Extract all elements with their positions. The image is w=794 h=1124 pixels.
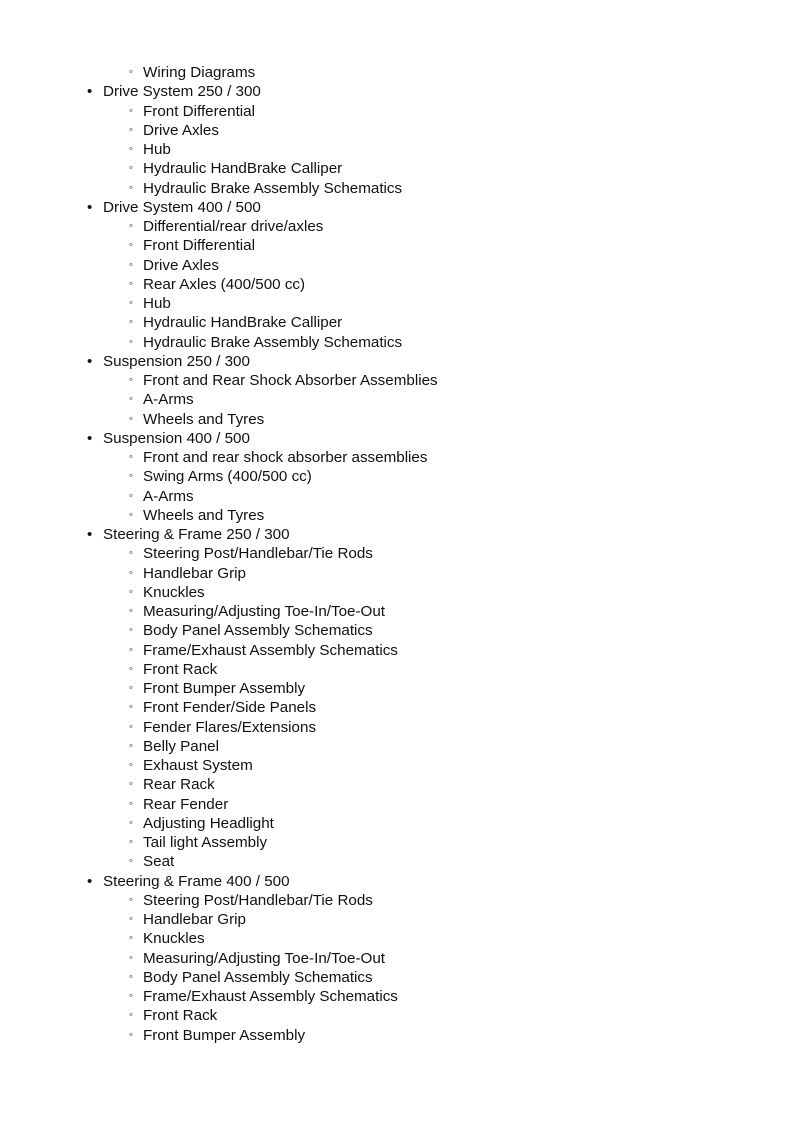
subsection-item <box>0 718 794 737</box>
subsection-item <box>0 1006 794 1025</box>
subsection-item <box>0 775 794 794</box>
hollow-bullet-icon: ◦ <box>129 682 133 694</box>
subsection-item <box>0 217 794 236</box>
subsection-label: Knuckles <box>143 583 205 601</box>
subsection-label: Frame/Exhaust Assembly Schematics <box>143 988 398 1005</box>
subsection-label: Hydraulic Brake Assembly Schematics <box>143 179 403 197</box>
hollow-bullet-icon: ◦ <box>129 489 133 502</box>
hollow-bullet-icon: ◦ <box>129 932 133 945</box>
subsection-label: Front Rack <box>143 1007 218 1025</box>
subsection-item <box>0 641 794 660</box>
subsection-item <box>0 275 794 294</box>
subsection-item <box>0 891 794 910</box>
subsection-item <box>0 987 794 1006</box>
subsection-item <box>0 1026 794 1045</box>
subsection-label: Knuckles <box>143 930 205 948</box>
subsection-label: Wheels and Tyres <box>143 506 265 524</box>
subsection-label: Drive Axles <box>143 256 219 274</box>
hollow-bullet-icon: ◦ <box>129 123 133 136</box>
section-item <box>0 82 794 101</box>
subsection-label: Belly Panel <box>143 737 219 755</box>
subsection-label: Differential/rear drive/axles <box>143 218 324 235</box>
bullet-icon: • <box>87 429 93 447</box>
subsection-label: Front and Rear Shock Absorber Assemblies <box>143 372 438 389</box>
subsection-label: Seat <box>143 853 175 871</box>
subsection-item <box>0 756 794 775</box>
subsection-label: Rear Fender <box>143 795 229 813</box>
subsection-label: Handlebar Grip <box>143 911 246 928</box>
hollow-bullet-icon: ◦ <box>129 662 133 675</box>
hollow-bullet-icon: ◦ <box>129 951 133 964</box>
subsection-label: Frame/Exhaust Assembly Schematics <box>143 641 398 659</box>
hollow-bullet-icon: ◦ <box>129 855 133 868</box>
subsection-item <box>0 698 794 717</box>
subsection-item <box>0 737 794 756</box>
subsection-item <box>0 63 794 82</box>
subsection-item <box>0 294 794 313</box>
subsection-item <box>0 506 794 525</box>
hollow-bullet-icon: ◦ <box>129 316 133 329</box>
subsection-item <box>0 448 794 467</box>
hollow-bullet-icon: ◦ <box>129 143 133 155</box>
hollow-bullet-icon: ◦ <box>129 547 133 560</box>
subsection-item <box>0 852 794 871</box>
subsection-label: Tail light Assembly <box>143 834 268 851</box>
subsection-item <box>0 679 794 698</box>
section-label: Drive System 400 / 500 <box>103 198 261 216</box>
subsection-item <box>0 256 794 275</box>
hollow-bullet-icon: ◦ <box>129 239 133 252</box>
hollow-bullet-icon: ◦ <box>129 374 133 386</box>
subsection-item <box>0 487 794 506</box>
hollow-bullet-icon: ◦ <box>129 451 133 463</box>
subsection-label: Rear Rack <box>143 776 215 794</box>
subsection-label: Front Differential <box>143 237 255 255</box>
hollow-bullet-icon: ◦ <box>129 605 133 617</box>
subsection-label: Fender Flares/Extensions <box>143 718 317 736</box>
subsection-item <box>0 564 794 583</box>
subsection-label: Handlebar Grip <box>143 564 246 582</box>
subsection-label: Steering Post/Handlebar/Tie Rods <box>143 891 373 909</box>
subsection-item <box>0 910 794 929</box>
subsection-label: Rear Axles (400/500 cc) <box>143 275 306 293</box>
subsection-item <box>0 795 794 814</box>
hollow-bullet-icon: ◦ <box>129 836 133 848</box>
hollow-bullet-icon: ◦ <box>129 1028 133 1041</box>
hollow-bullet-icon: ◦ <box>129 297 133 309</box>
subsection-label: Front Bumper Assembly <box>143 1026 306 1044</box>
subsection-label: Measuring/Adjusting Toe-In/Toe-Out <box>143 603 386 620</box>
subsection-label: Hydraulic HandBrake Calliper <box>143 160 343 178</box>
subsection-label: Hydraulic Brake Assembly Schematics <box>143 333 403 351</box>
subsection-label: Front Bumper Assembly <box>143 680 306 697</box>
subsection-label: Steering Post/Handlebar/Tie Rods <box>143 545 373 563</box>
subsection-label: Measuring/Adjusting Toe-In/Toe-Out <box>143 949 386 967</box>
subsection-item <box>0 121 794 140</box>
subsection-item <box>0 390 794 409</box>
bullet-icon: • <box>87 83 93 101</box>
hollow-bullet-icon: ◦ <box>129 759 133 771</box>
hollow-bullet-icon: ◦ <box>129 701 133 714</box>
contents-outline <box>0 63 794 1045</box>
section-item <box>0 429 794 448</box>
subsection-label: Front Differential <box>143 102 255 120</box>
bullet-icon: • <box>87 872 93 890</box>
hollow-bullet-icon: ◦ <box>129 470 133 483</box>
subsection-label: Front Fender/Side Panels <box>143 699 317 717</box>
hollow-bullet-icon: ◦ <box>129 277 133 290</box>
subsection-label: Exhaust System <box>143 757 253 774</box>
subsection-item <box>0 833 794 852</box>
hollow-bullet-icon: ◦ <box>129 816 133 829</box>
subsection-label: Hub <box>143 141 171 158</box>
subsection-item <box>0 929 794 948</box>
subsection-item <box>0 333 794 352</box>
subsection-item <box>0 410 794 429</box>
hollow-bullet-icon: ◦ <box>129 990 133 1002</box>
hollow-bullet-icon: ◦ <box>129 624 133 637</box>
hollow-bullet-icon: ◦ <box>129 181 133 194</box>
subsection-label: Adjusting Headlight <box>143 814 274 832</box>
hollow-bullet-icon: ◦ <box>129 393 133 406</box>
subsection-item <box>0 159 794 178</box>
hollow-bullet-icon: ◦ <box>129 66 133 78</box>
hollow-bullet-icon: ◦ <box>129 720 133 733</box>
subsection-item <box>0 371 794 390</box>
hollow-bullet-icon: ◦ <box>129 258 133 271</box>
subsection-item <box>0 236 794 255</box>
subsection-item <box>0 467 794 486</box>
subsection-item <box>0 140 794 159</box>
section-label: Steering & Frame 400 / 500 <box>103 872 290 890</box>
subsection-item <box>0 544 794 563</box>
subsection-label: Front Rack <box>143 660 218 678</box>
hollow-bullet-icon: ◦ <box>129 797 133 810</box>
subsection-item <box>0 583 794 602</box>
section-item <box>0 198 794 217</box>
section-item <box>0 525 794 544</box>
subsection-label: Wheels and Tyres <box>143 410 265 428</box>
hollow-bullet-icon: ◦ <box>129 913 133 925</box>
hollow-bullet-icon: ◦ <box>129 643 133 656</box>
hollow-bullet-icon: ◦ <box>129 1009 133 1022</box>
subsection-label: Body Panel Assembly Schematics <box>143 968 373 986</box>
hollow-bullet-icon: ◦ <box>129 566 133 579</box>
subsection-item <box>0 313 794 332</box>
subsection-label: A-Arms <box>143 487 194 505</box>
section-label: Suspension 400 / 500 <box>103 429 250 447</box>
section-item <box>0 352 794 371</box>
hollow-bullet-icon: ◦ <box>129 585 133 598</box>
hollow-bullet-icon: ◦ <box>129 778 133 791</box>
section-label: Steering & Frame 250 / 300 <box>103 526 290 543</box>
subsection-item <box>0 814 794 833</box>
subsection-item <box>0 602 794 621</box>
hollow-bullet-icon: ◦ <box>129 970 133 983</box>
bullet-icon: • <box>87 198 93 216</box>
hollow-bullet-icon: ◦ <box>129 162 133 175</box>
subsection-label: Hydraulic HandBrake Calliper <box>143 314 343 332</box>
subsection-item <box>0 660 794 679</box>
subsection-item <box>0 949 794 968</box>
subsection-label: Front and rear shock absorber assemblies <box>143 449 428 466</box>
subsection-item <box>0 968 794 987</box>
hollow-bullet-icon: ◦ <box>129 104 133 117</box>
bullet-icon: • <box>87 352 93 370</box>
subsection-label: A-Arms <box>143 391 194 409</box>
subsection-label: Hub <box>143 295 171 312</box>
section-item <box>0 872 794 891</box>
section-label: Suspension 250 / 300 <box>103 352 250 370</box>
hollow-bullet-icon: ◦ <box>129 893 133 906</box>
subsection-item <box>0 621 794 640</box>
subsection-label: Swing Arms (400/500 cc) <box>143 468 312 486</box>
subsection-item <box>0 179 794 198</box>
hollow-bullet-icon: ◦ <box>129 739 133 752</box>
hollow-bullet-icon: ◦ <box>129 508 133 521</box>
hollow-bullet-icon: ◦ <box>129 220 133 232</box>
bullet-icon: • <box>87 526 93 543</box>
subsection-label: Body Panel Assembly Schematics <box>143 622 373 640</box>
hollow-bullet-icon: ◦ <box>129 335 133 348</box>
subsection-label: Drive Axles <box>143 121 219 139</box>
hollow-bullet-icon: ◦ <box>129 412 133 425</box>
subsection-item <box>0 102 794 121</box>
subsection-label: Wiring Diagrams <box>143 64 256 81</box>
section-label: Drive System 250 / 300 <box>103 83 261 101</box>
